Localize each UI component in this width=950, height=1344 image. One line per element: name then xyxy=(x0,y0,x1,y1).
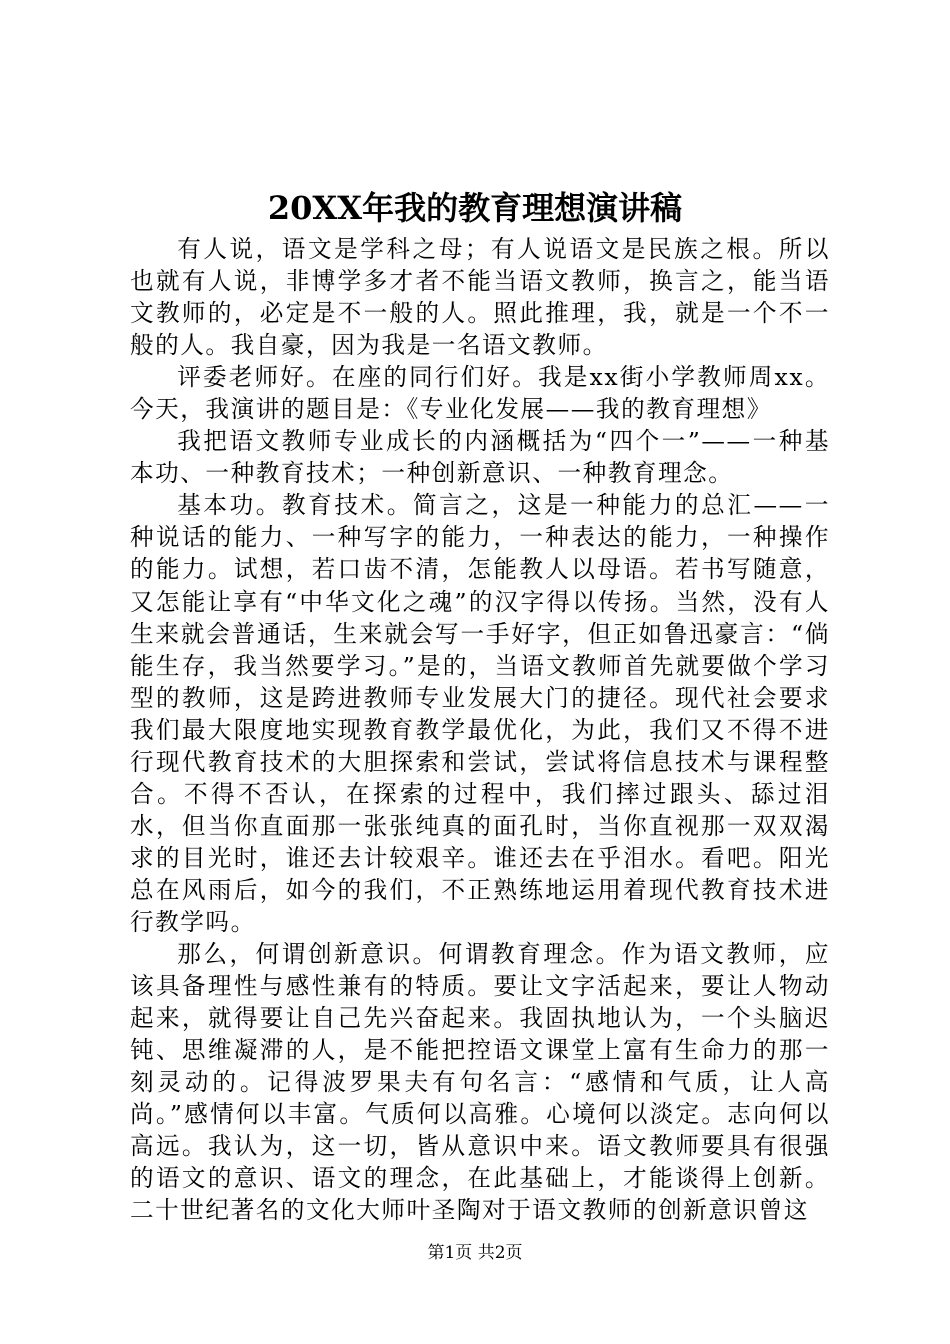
paragraph-intro: 有人说，语文是学科之母；有人说语文是民族之根。所以也就有人说，非博学多才者不能当语文教师，换言之，能当语文教师的，必定是不一般的人。照此推理，我，就是一个不一般的人。我自豪，因为我是一名语文教师。 xyxy=(130,235,830,360)
document-body xyxy=(130,233,830,1226)
paragraph-greeting: 评委老师好。在座的同行们好。我是xx街小学教师周xx。今天，我演讲的题目是：《专业化发展——我的教育理想》 xyxy=(130,363,830,424)
document-title: 20XX年我的教育理想演讲稿 xyxy=(267,189,683,227)
paragraph-basic-skills: 基本功。教育技术。简言之，这是一种能力的总汇——一种说话的能力、一种写字的能力，一种表达的能力，一种操作的能力。试想，若口齿不清，怎能教人以母语。若书写随意，又怎能让享有“中华文化之魂”的汉字得以传扬。当然，没有人生来就会普通话，生来就会写一手好字，但正如鲁迅豪言：“倘能生存，我当然要学习。”是的，当语文教师首先就要做个学习型的教师，这是跨进教师专业发展大门的捷径。现代社会要求我们最大限度地实现教育教学最优化，为此，我们又不得不进行现代教育技术的大胆探索和尝试，尝试将信息技术与课程整合。不得不否认，在探索的过程中，我们摔过跟头、舔过泪水，但当你直面那一张张纯真的面孔时，当你直视那一双双渴求的目光时，谁还去计较艰辛。谁还去在乎泪水。看吧。阳光总在风雨后，如今的我们，不正熟练地运用着现代教育技术进行教学吗。 xyxy=(130,491,830,936)
paragraph-innovation: 那么，何谓创新意识。何谓教育理念。作为语文教师，应该具备理性与感性兼有的特质。要让文字活起来，要让人物动起来，就得要让自己先兴奋起来。我固执地认为，一个头脑迟钝、思维凝滞的人，是不能把控语文课堂上富有生命力的那一刻灵动的。记得波罗果夫有句名言：“感情和气质，让人高尚。”感情何以丰富。气质何以高雅。心境何以淡定。志向何以高远。我认为，这一切，皆从意识中来。语文教师要具有很强的语文的意识、语文的理念，在此基础上，才能谈得上创新。二十世纪著名的文化大师叶圣陶对于语文教师的创新意识曾这 xyxy=(130,940,830,1225)
paragraph-four-ones: 我把语文教师专业成长的内涵概括为“四个一”——一种基本功、一种教育技术；一种创新意识、一种教育理念。 xyxy=(130,427,830,488)
page-number-footer: 第1页 共2页 xyxy=(427,1243,523,1263)
